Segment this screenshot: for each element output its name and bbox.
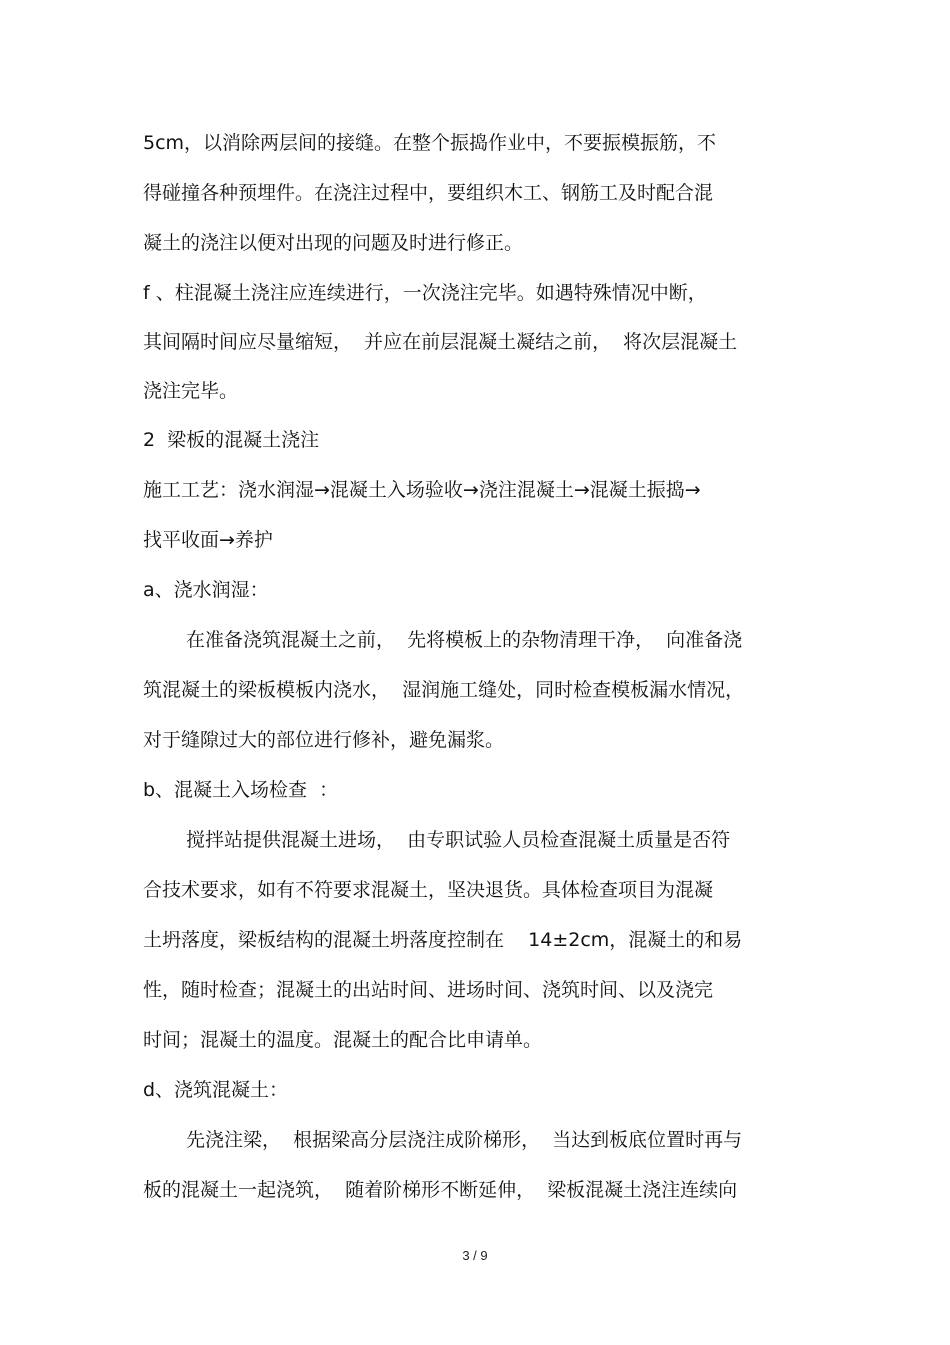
text-line: 凝土的浇注以便对出现的问题及时进行修正。 [143,232,524,254]
text-line: 浇注完毕。 [143,380,239,402]
subsection-heading: a、浇水润湿： [143,579,269,601]
text-line: 对于缝隙过大的部位进行修补，避免漏浆。 [143,729,505,751]
text-line: 找平收面→养护 [143,529,273,551]
text-line: 先浇注梁， 根据梁高分层浇注成阶梯形， 当达到板底位置时再与 [186,1129,743,1151]
text-line: 土坍落度，梁板结构的混凝土坍落度控制在 14±2cm，混凝土的和易 [143,929,743,951]
subsection-heading: b、混凝土入场检查 ： [143,779,339,801]
section-heading: 2 梁板的混凝土浇注 [143,429,320,451]
text-line: 搅拌站提供混凝土进场， 由专职试验人员检查混凝土质量是否符 [186,829,731,851]
text-line: 施工工艺：浇水润湿→混凝土入场验收→浇注混凝土→混凝土振捣→ [143,479,701,501]
text-line: 时间；混凝土的温度。混凝土的配合比申请单。 [143,1029,543,1051]
text-line: 性，随时检查；混凝土的出站时间、进场时间、浇筑时间、以及浇完 [143,979,714,1001]
text-line: 合技术要求，如有不符要求混凝土，坚决退货。具体检查项目为混凝 [143,879,714,901]
text-line: 在准备浇筑混凝土之前， 先将模板上的杂物清理干净， 向准备浇 [186,629,743,651]
text-line: 得碰撞各种预埋件。在浇注过程中，要组织木工、钢筋工及时配合混 [143,182,714,204]
text-line: f 、柱混凝土浇注应连续进行，一次浇注完毕。如遇特殊情况中断， [143,282,707,304]
text-line: 板的混凝土一起浇筑， 随着阶梯形不断延伸， 梁板混凝土浇注连续向 [143,1179,738,1201]
text-line: 筑混凝土的梁板模板内浇水， 湿润施工缝处，同时检查模板漏水情况， [143,679,745,701]
text-line: 5cm，以消除两层间的接缝。在整个振捣作业中，不要振模振筋，不 [143,132,717,154]
text-line: 其间隔时间应尽量缩短， 并应在前层混凝土凝结之前， 将次层混凝土 [143,331,738,353]
subsection-heading: d、浇筑混凝土： [143,1079,289,1101]
page-number: 3 / 9 [462,1248,488,1263]
